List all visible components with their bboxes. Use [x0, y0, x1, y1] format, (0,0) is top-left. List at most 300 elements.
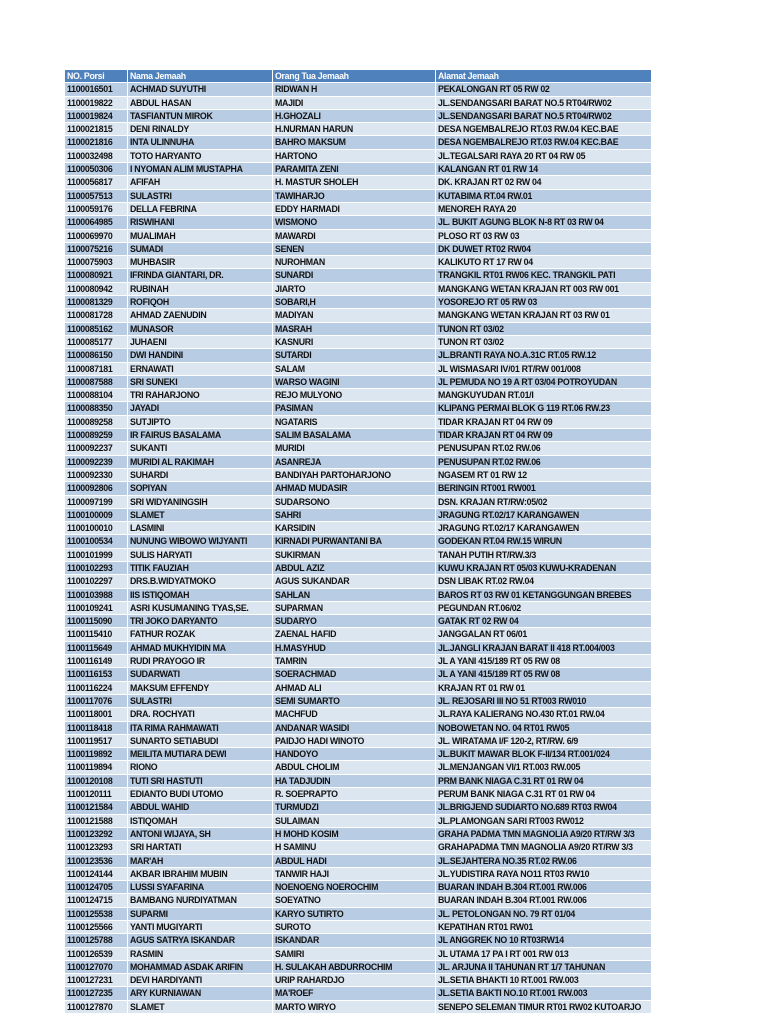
cell-orang-tua-jemaah: ABDUL AZIZ — [273, 562, 436, 575]
cell-nama-jemaah: AHMAD MUKHYIDIN MA — [128, 642, 273, 655]
cell-no-porsi: 1100081329 — [65, 296, 128, 309]
cell-nama-jemaah: DENI RINALDY — [128, 123, 273, 136]
table-row — [65, 815, 652, 828]
cell-nama-jemaah: RASMIN — [128, 948, 273, 961]
cell-nama-jemaah: IIS ISTIQOMAH — [128, 589, 273, 602]
cell-orang-tua-jemaah: KIRNADI PURWANTANI BA — [273, 535, 436, 548]
cell-alamat-jemaah: PRM BANK NIAGA C.31 RT 01 RW 04 — [436, 775, 652, 788]
cell-nama-jemaah: SOPIYAN — [128, 482, 273, 495]
table-row — [65, 987, 652, 1000]
cell-alamat-jemaah: KALIKUTO RT 17 RW 04 — [436, 256, 652, 269]
cell-no-porsi: 1100050306 — [65, 163, 128, 176]
table-row — [65, 97, 652, 110]
table-row — [65, 868, 652, 881]
table-row — [65, 136, 652, 149]
cell-nama-jemaah: DRA. ROCHYATI — [128, 708, 273, 721]
cell-alamat-jemaah: DSN LIBAK RT.02 RW.04 — [436, 575, 652, 588]
table-row — [65, 389, 652, 402]
cell-alamat-jemaah: JRAGUNG RT.02/17 KARANGAWEN — [436, 509, 652, 522]
cell-no-porsi: 1100118001 — [65, 708, 128, 721]
cell-nama-jemaah: MUHBASIR — [128, 256, 273, 269]
cell-no-porsi: 1100109241 — [65, 602, 128, 615]
cell-nama-jemaah: ROFIQOH — [128, 296, 273, 309]
cell-nama-jemaah: YANTI MUGIYARTI — [128, 921, 273, 934]
cell-alamat-jemaah: JL.TEGALSARI RAYA 20 RT 04 RW 05 — [436, 150, 652, 163]
cell-orang-tua-jemaah: TAMRIN — [273, 655, 436, 668]
cell-orang-tua-jemaah: TURMUDZI — [273, 801, 436, 814]
cell-nama-jemaah: SULASTRI — [128, 190, 273, 203]
table-row — [65, 615, 652, 628]
table-row — [65, 496, 652, 509]
table-row — [65, 828, 652, 841]
cell-alamat-jemaah: JL ANGGREK NO 10 RT03RW14 — [436, 934, 652, 947]
cell-no-porsi: 1100119894 — [65, 761, 128, 774]
cell-alamat-jemaah: JL. PETOLONGAN NO. 79 RT 01/04 — [436, 908, 652, 921]
cell-alamat-jemaah: JL WISMASARI IV/01 RT/RW 001/008 — [436, 363, 652, 376]
table-row — [65, 562, 652, 575]
table-row — [65, 668, 652, 681]
table-row — [65, 203, 652, 216]
cell-nama-jemaah: FATHUR ROZAK — [128, 628, 273, 641]
cell-nama-jemaah: TOTO HARYANTO — [128, 150, 273, 163]
cell-nama-jemaah: TRI JOKO DARYANTO — [128, 615, 273, 628]
cell-orang-tua-jemaah: PARAMITA ZENI — [273, 163, 436, 176]
cell-alamat-jemaah: DSN. KRAJAN RT/RW:05/02 — [436, 496, 652, 509]
cell-no-porsi: 1100080942 — [65, 283, 128, 296]
cell-nama-jemaah: JUHAENI — [128, 336, 273, 349]
cell-no-porsi: 1100100009 — [65, 509, 128, 522]
table-row — [65, 269, 652, 282]
cell-nama-jemaah: SUTJIPTO — [128, 416, 273, 429]
cell-alamat-jemaah: BAROS RT 03 RW 01 KETANGGUNGAN BREBES — [436, 589, 652, 602]
cell-nama-jemaah: SUPARMI — [128, 908, 273, 921]
cell-nama-jemaah: ANTONI WIJAYA, SH — [128, 828, 273, 841]
cell-orang-tua-jemaah: JIARTO — [273, 283, 436, 296]
cell-alamat-jemaah: JL. REJOSARI III NO 51 RT003 RW010 — [436, 695, 652, 708]
cell-nama-jemaah: SRI WIDYANINGSIH — [128, 496, 273, 509]
cell-alamat-jemaah: DK DUWET RT02 RW04 — [436, 243, 652, 256]
cell-orang-tua-jemaah: KASNURI — [273, 336, 436, 349]
cell-no-porsi: 1100127870 — [65, 1001, 128, 1014]
cell-nama-jemaah: ISTIQOMAH — [128, 815, 273, 828]
table-row — [65, 150, 652, 163]
cell-alamat-jemaah: JL.SENDANGSARI BARAT NO.5 RT04/RW02 — [436, 110, 652, 123]
cell-no-porsi: 1100021816 — [65, 136, 128, 149]
table-row — [65, 190, 652, 203]
table-row — [65, 416, 652, 429]
cell-orang-tua-jemaah: AHMAD MUDASIR — [273, 482, 436, 495]
cell-no-porsi: 1100125566 — [65, 921, 128, 934]
cell-alamat-jemaah: PERUM BANK NIAGA C.31 RT 01 RW 04 — [436, 788, 652, 801]
table-row — [65, 110, 652, 123]
cell-nama-jemaah: SRI HARTATI — [128, 841, 273, 854]
cell-alamat-jemaah: JL.JANGLI KRAJAN BARAT II 418 RT.004/003 — [436, 642, 652, 655]
table-row — [65, 575, 652, 588]
cell-orang-tua-jemaah: ABDUL CHOLIM — [273, 761, 436, 774]
cell-alamat-jemaah: DESA NGEMBALREJO RT.03 RW.04 KEC.BAE — [436, 123, 652, 136]
cell-orang-tua-jemaah: TAWIHARJO — [273, 190, 436, 203]
table-row — [65, 482, 652, 495]
cell-no-porsi: 1100121588 — [65, 815, 128, 828]
cell-no-porsi: 1100119517 — [65, 735, 128, 748]
cell-alamat-jemaah: JL A YANI 415/189 RT 05 RW 08 — [436, 668, 652, 681]
cell-orang-tua-jemaah: MADIYAN — [273, 309, 436, 322]
table-row — [65, 243, 652, 256]
cell-orang-tua-jemaah: SUNARDI — [273, 269, 436, 282]
table-row — [65, 296, 652, 309]
cell-nama-jemaah: ERNAWATI — [128, 363, 273, 376]
cell-no-porsi: 1100087181 — [65, 363, 128, 376]
cell-orang-tua-jemaah: SUROTO — [273, 921, 436, 934]
cell-alamat-jemaah: PEKALONGAN RT 05 RW 02 — [436, 83, 652, 96]
cell-nama-jemaah: MAR'AH — [128, 855, 273, 868]
cell-orang-tua-jemaah: SOEYATNO — [273, 894, 436, 907]
cell-alamat-jemaah: NOBOWETAN NO. 04 RT01 RW05 — [436, 722, 652, 735]
cell-no-porsi: 1100119892 — [65, 748, 128, 761]
cell-no-porsi: 1100103988 — [65, 589, 128, 602]
cell-orang-tua-jemaah: MA'ROEF — [273, 987, 436, 1000]
cell-no-porsi: 1100075903 — [65, 256, 128, 269]
cell-nama-jemaah: DRS.B.WIDYATMOKO — [128, 575, 273, 588]
jemaah-table — [65, 70, 652, 1014]
cell-nama-jemaah: TITIK FAUZIAH — [128, 562, 273, 575]
table-row — [65, 908, 652, 921]
cell-no-porsi: 1100127235 — [65, 987, 128, 1000]
cell-alamat-jemaah: KALANGAN RT 01 RW 14 — [436, 163, 652, 176]
cell-orang-tua-jemaah: MACHFUD — [273, 708, 436, 721]
cell-nama-jemaah: SUDARWATI — [128, 668, 273, 681]
cell-alamat-jemaah: JL. WIRATAMA I/F 120-2, RT/RW. 6/9 — [436, 735, 652, 748]
cell-orang-tua-jemaah: H.NURMAN HARUN — [273, 123, 436, 136]
cell-orang-tua-jemaah: WISMONO — [273, 216, 436, 229]
cell-alamat-jemaah: BUARAN INDAH B.304 RT.001 RW.006 — [436, 894, 652, 907]
cell-no-porsi: 1100115649 — [65, 642, 128, 655]
cell-orang-tua-jemaah: ISKANDAR — [273, 934, 436, 947]
table-row — [65, 230, 652, 243]
cell-orang-tua-jemaah: RIDWAN H — [273, 83, 436, 96]
cell-orang-tua-jemaah: SUDARSONO — [273, 496, 436, 509]
table-row — [65, 655, 652, 668]
cell-orang-tua-jemaah: MASRAH — [273, 323, 436, 336]
cell-alamat-jemaah: JL.RAYA KALIERANG NO.430 RT.01 RW.04 — [436, 708, 652, 721]
cell-no-porsi: 1100092330 — [65, 469, 128, 482]
cell-orang-tua-jemaah: SENEN — [273, 243, 436, 256]
cell-orang-tua-jemaah: NGATARIS — [273, 416, 436, 429]
cell-nama-jemaah: RISWIHANI — [128, 216, 273, 229]
table-row — [65, 642, 652, 655]
cell-no-porsi: 1100126539 — [65, 948, 128, 961]
cell-nama-jemaah: IFRINDA GIANTARI, DR. — [128, 269, 273, 282]
cell-no-porsi: 1100021815 — [65, 123, 128, 136]
cell-orang-tua-jemaah: ZAENAL HAFID — [273, 628, 436, 641]
cell-no-porsi: 1100069970 — [65, 230, 128, 243]
cell-no-porsi: 1100120111 — [65, 788, 128, 801]
table-row — [65, 761, 652, 774]
cell-nama-jemaah: MOHAMMAD ASDAK ARIFIN — [128, 961, 273, 974]
cell-nama-jemaah: SUHARDI — [128, 469, 273, 482]
cell-no-porsi: 1100127070 — [65, 961, 128, 974]
cell-alamat-jemaah: PEGUNDAN RT.06/02 — [436, 602, 652, 615]
cell-no-porsi: 1100085177 — [65, 336, 128, 349]
cell-nama-jemaah: SUNARTO SETIABUDI — [128, 735, 273, 748]
cell-no-porsi: 1100080921 — [65, 269, 128, 282]
cell-orang-tua-jemaah: SULAIMAN — [273, 815, 436, 828]
table-row — [65, 775, 652, 788]
cell-alamat-jemaah: MANGKUYUDAN RT.01/I — [436, 389, 652, 402]
cell-nama-jemaah: I NYOMAN ALIM MUSTAPHA — [128, 163, 273, 176]
cell-orang-tua-jemaah: PAIDJO HADI WINOTO — [273, 735, 436, 748]
cell-alamat-jemaah: JL.MENJANGAN VI/1 RT.003 RW.005 — [436, 761, 652, 774]
cell-nama-jemaah: SUMADI — [128, 243, 273, 256]
cell-nama-jemaah: DEVI HARDIYANTI — [128, 974, 273, 987]
cell-orang-tua-jemaah: NUROHMAN — [273, 256, 436, 269]
cell-orang-tua-jemaah: H.MASYHUD — [273, 642, 436, 655]
cell-alamat-jemaah: TRANGKIL RT01 RW06 KEC. TRANGKIL PATI — [436, 269, 652, 282]
cell-nama-jemaah: ITA RIMA RAHMAWATI — [128, 722, 273, 735]
cell-no-porsi: 1100019824 — [65, 110, 128, 123]
table-row — [65, 363, 652, 376]
cell-alamat-jemaah: DK. KRAJAN RT 02 RW 04 — [436, 176, 652, 189]
cell-no-porsi: 1100125788 — [65, 934, 128, 947]
cell-no-porsi: 1100116153 — [65, 668, 128, 681]
cell-no-porsi: 1100120108 — [65, 775, 128, 788]
table-row — [65, 855, 652, 868]
cell-no-porsi: 1100102293 — [65, 562, 128, 575]
cell-nama-jemaah: SLAMET — [128, 1001, 273, 1014]
table-row — [65, 442, 652, 455]
cell-nama-jemaah: SRI SUNEKI — [128, 376, 273, 389]
cell-nama-jemaah: NUNUNG WIBOWO WIJYANTI — [128, 535, 273, 548]
cell-orang-tua-jemaah: SUDARYO — [273, 615, 436, 628]
cell-orang-tua-jemaah: KARYO SUTIRTO — [273, 908, 436, 921]
cell-no-porsi: 1100075216 — [65, 243, 128, 256]
cell-alamat-jemaah: MANGKANG WETAN KRAJAN RT 003 RW 001 — [436, 283, 652, 296]
table-row — [65, 682, 652, 695]
cell-orang-tua-jemaah: MURIDI — [273, 442, 436, 455]
cell-alamat-jemaah: JL.BRIGJEND SUDIARTO NO.689 RT03 RW04 — [436, 801, 652, 814]
table-header-row — [65, 70, 652, 83]
table-row — [65, 256, 652, 269]
cell-nama-jemaah: TASFIANTUN MIROK — [128, 110, 273, 123]
cell-orang-tua-jemaah: H.GHOZALI — [273, 110, 436, 123]
cell-orang-tua-jemaah: MAWARDI — [273, 230, 436, 243]
cell-orang-tua-jemaah: SAHLAN — [273, 589, 436, 602]
table-row — [65, 841, 652, 854]
cell-alamat-jemaah: GODEKAN RT.04 RW.15 WIRUN — [436, 535, 652, 548]
cell-no-porsi: 1100088104 — [65, 389, 128, 402]
table-row — [65, 628, 652, 641]
table-row — [65, 948, 652, 961]
cell-orang-tua-jemaah: ASANREJA — [273, 456, 436, 469]
cell-nama-jemaah: ABDUL WAHID — [128, 801, 273, 814]
cell-no-porsi: 1100086150 — [65, 349, 128, 362]
header-nama-jemaah: Nama Jemaah — [128, 70, 273, 83]
cell-alamat-jemaah: PENUSUPAN RT.02 RW.06 — [436, 442, 652, 455]
cell-no-porsi: 1100089258 — [65, 416, 128, 429]
cell-orang-tua-jemaah: SAHRI — [273, 509, 436, 522]
cell-nama-jemaah: INTA ULINNUHA — [128, 136, 273, 149]
cell-alamat-jemaah: TANAH PUTIH RT/RW.3/3 — [436, 549, 652, 562]
cell-no-porsi: 1100064985 — [65, 216, 128, 229]
cell-no-porsi: 1100124144 — [65, 868, 128, 881]
cell-no-porsi: 1100117076 — [65, 695, 128, 708]
cell-alamat-jemaah: KEPATIHAN RT01 RW01 — [436, 921, 652, 934]
cell-orang-tua-jemaah: H MOHD KOSIM — [273, 828, 436, 841]
header-orang-tua-jemaah: Orang Tua Jemaah — [273, 70, 436, 83]
cell-alamat-jemaah: TIDAR KRAJAN RT 04 RW 09 — [436, 429, 652, 442]
table-row — [65, 83, 652, 96]
cell-orang-tua-jemaah: H. MASTUR SHOLEH — [273, 176, 436, 189]
header-alamat-jemaah: Alamat Jemaah — [436, 70, 652, 83]
table-row — [65, 1001, 652, 1014]
cell-no-porsi: 1100089259 — [65, 429, 128, 442]
cell-orang-tua-jemaah: MARTO WIRYO — [273, 1001, 436, 1014]
cell-orang-tua-jemaah: NOENOENG NOEROCHIM — [273, 881, 436, 894]
cell-alamat-jemaah: PLOSO RT 03 RW 03 — [436, 230, 652, 243]
cell-alamat-jemaah: DESA NGEMBALREJO RT.03 RW.04 KEC.BAE — [436, 136, 652, 149]
table-row — [65, 722, 652, 735]
table-row — [65, 881, 652, 894]
cell-nama-jemaah: DWI HANDINI — [128, 349, 273, 362]
cell-alamat-jemaah: JANGGALAN RT 06/01 — [436, 628, 652, 641]
cell-alamat-jemaah: PENUSUPAN RT.02 RW.06 — [436, 456, 652, 469]
table-row — [65, 163, 652, 176]
cell-no-porsi: 1100056817 — [65, 176, 128, 189]
cell-orang-tua-jemaah: SOERACHMAD — [273, 668, 436, 681]
cell-no-porsi: 1100124705 — [65, 881, 128, 894]
cell-orang-tua-jemaah: SALIM BASALAMA — [273, 429, 436, 442]
table-row — [65, 402, 652, 415]
cell-orang-tua-jemaah: EDDY HARMADI — [273, 203, 436, 216]
cell-nama-jemaah: JAYADI — [128, 402, 273, 415]
cell-nama-jemaah: LUSSI SYAFARINA — [128, 881, 273, 894]
table-row — [65, 509, 652, 522]
cell-orang-tua-jemaah: ANDANAR WASIDI — [273, 722, 436, 735]
cell-orang-tua-jemaah: SOBARI,H — [273, 296, 436, 309]
cell-nama-jemaah: DELLA FEBRINA — [128, 203, 273, 216]
cell-no-porsi: 1100102297 — [65, 575, 128, 588]
cell-alamat-jemaah: JL.PLAMONGAN SARI RT003 RW012 — [436, 815, 652, 828]
cell-alamat-jemaah: JRAGUNG RT.02/17 KARANGAWEN — [436, 522, 652, 535]
cell-orang-tua-jemaah: AGUS SUKANDAR — [273, 575, 436, 588]
cell-orang-tua-jemaah: BANDIYAH PARTOHARJONO — [273, 469, 436, 482]
cell-orang-tua-jemaah: ABDUL HADI — [273, 855, 436, 868]
table-row — [65, 469, 652, 482]
cell-orang-tua-jemaah: AHMAD ALI — [273, 682, 436, 695]
cell-orang-tua-jemaah: H SAMINU — [273, 841, 436, 854]
table-row — [65, 456, 652, 469]
cell-nama-jemaah: SULASTRI — [128, 695, 273, 708]
cell-no-porsi: 1100127231 — [65, 974, 128, 987]
cell-alamat-jemaah: GRAHA PADMA TMN MAGNOLIA A9/20 RT/RW 3/3 — [436, 828, 652, 841]
table-row — [65, 894, 652, 907]
cell-alamat-jemaah: JL.BRANTI RAYA NO.A.31C RT.05 RW.12 — [436, 349, 652, 362]
table-row — [65, 429, 652, 442]
cell-alamat-jemaah: KRAJAN RT 01 RW 01 — [436, 682, 652, 695]
cell-alamat-jemaah: JL.SENDANGSARI BARAT NO.5 RT04/RW02 — [436, 97, 652, 110]
cell-no-porsi: 1100085162 — [65, 323, 128, 336]
cell-nama-jemaah: TUTI SRI HASTUTI — [128, 775, 273, 788]
cell-no-porsi: 1100123536 — [65, 855, 128, 868]
cell-alamat-jemaah: JL A YANI 415/189 RT 05 RW 08 — [436, 655, 652, 668]
cell-no-porsi: 1100121584 — [65, 801, 128, 814]
cell-nama-jemaah: ABDUL HASAN — [128, 97, 273, 110]
cell-alamat-jemaah: BERINGIN RT001 RW001 — [436, 482, 652, 495]
cell-alamat-jemaah: TUNON RT 03/02 — [436, 323, 652, 336]
cell-no-porsi: 1100115410 — [65, 628, 128, 641]
cell-no-porsi: 1100019822 — [65, 97, 128, 110]
cell-alamat-jemaah: MENOREH RAYA 20 — [436, 203, 652, 216]
cell-orang-tua-jemaah: WARSO WAGINI — [273, 376, 436, 389]
cell-no-porsi: 1100087588 — [65, 376, 128, 389]
table-row — [65, 123, 652, 136]
table-body — [65, 83, 652, 1014]
table-row — [65, 708, 652, 721]
cell-orang-tua-jemaah: URIP RAHARDJO — [273, 974, 436, 987]
cell-alamat-jemaah: JL PEMUDA NO 19 A RT 03/04 POTROYUDAN — [436, 376, 652, 389]
table-row — [65, 921, 652, 934]
cell-nama-jemaah: AKBAR IBRAHIM MUBIN — [128, 868, 273, 881]
cell-orang-tua-jemaah: SUPARMAN — [273, 602, 436, 615]
cell-no-porsi: 1100123293 — [65, 841, 128, 854]
cell-alamat-jemaah: KUWU KRAJAN RT 05/03 KUWU-KRADENAN — [436, 562, 652, 575]
table-row — [65, 788, 652, 801]
table-row — [65, 589, 652, 602]
cell-no-porsi: 1100092237 — [65, 442, 128, 455]
cell-no-porsi: 1100059176 — [65, 203, 128, 216]
cell-orang-tua-jemaah: SUTARDI — [273, 349, 436, 362]
cell-no-porsi: 1100116149 — [65, 655, 128, 668]
cell-no-porsi: 1100101999 — [65, 549, 128, 562]
cell-orang-tua-jemaah: KARSIDIN — [273, 522, 436, 535]
table-row — [65, 349, 652, 362]
cell-nama-jemaah: SULIS HARYATI — [128, 549, 273, 562]
table-row — [65, 535, 652, 548]
cell-nama-jemaah: EDIANTO BUDI UTOMO — [128, 788, 273, 801]
cell-alamat-jemaah: JL.BUKIT MAWAR BLOK F-II/134 RT.001/024 — [436, 748, 652, 761]
cell-nama-jemaah: LASMINI — [128, 522, 273, 535]
cell-no-porsi: 1100081728 — [65, 309, 128, 322]
cell-nama-jemaah: IR FAIRUS BASALAMA — [128, 429, 273, 442]
cell-alamat-jemaah: BUARAN INDAH B.304 RT.001 RW.006 — [436, 881, 652, 894]
table-row — [65, 323, 652, 336]
cell-no-porsi: 1100116224 — [65, 682, 128, 695]
cell-nama-jemaah: MAKSUM EFFENDY — [128, 682, 273, 695]
table-row — [65, 216, 652, 229]
cell-alamat-jemaah: GATAK RT 02 RW 04 — [436, 615, 652, 628]
cell-alamat-jemaah: JL.YUDISTIRA RAYA NO11 RT03 RW10 — [436, 868, 652, 881]
cell-nama-jemaah: SUKANTI — [128, 442, 273, 455]
cell-orang-tua-jemaah: BAHRO MAKSUM — [273, 136, 436, 149]
table-row — [65, 549, 652, 562]
cell-alamat-jemaah: SENEPO SELEMAN TIMUR RT01 RW02 KUTOARJO — [436, 1001, 652, 1014]
cell-alamat-jemaah: GRAHAPADMA TMN MAGNOLIA A9/20 RT/RW 3/3 — [436, 841, 652, 854]
cell-nama-jemaah: SLAMET — [128, 509, 273, 522]
cell-no-porsi: 1100100010 — [65, 522, 128, 535]
cell-alamat-jemaah: YOSOREJO RT 05 RW 03 — [436, 296, 652, 309]
cell-orang-tua-jemaah: SEMI SUMARTO — [273, 695, 436, 708]
cell-no-porsi: 1100057513 — [65, 190, 128, 203]
cell-nama-jemaah: RIONO — [128, 761, 273, 774]
cell-orang-tua-jemaah: HARTONO — [273, 150, 436, 163]
cell-nama-jemaah: AGUS SATRYA ISKANDAR — [128, 934, 273, 947]
cell-orang-tua-jemaah: HA TADJUDIN — [273, 775, 436, 788]
cell-alamat-jemaah: TIDAR KRAJAN RT 04 RW 09 — [436, 416, 652, 429]
table-row — [65, 735, 652, 748]
cell-nama-jemaah: MURIDI AL RAKIMAH — [128, 456, 273, 469]
cell-orang-tua-jemaah: SUKIRMAN — [273, 549, 436, 562]
cell-no-porsi: 1100115090 — [65, 615, 128, 628]
